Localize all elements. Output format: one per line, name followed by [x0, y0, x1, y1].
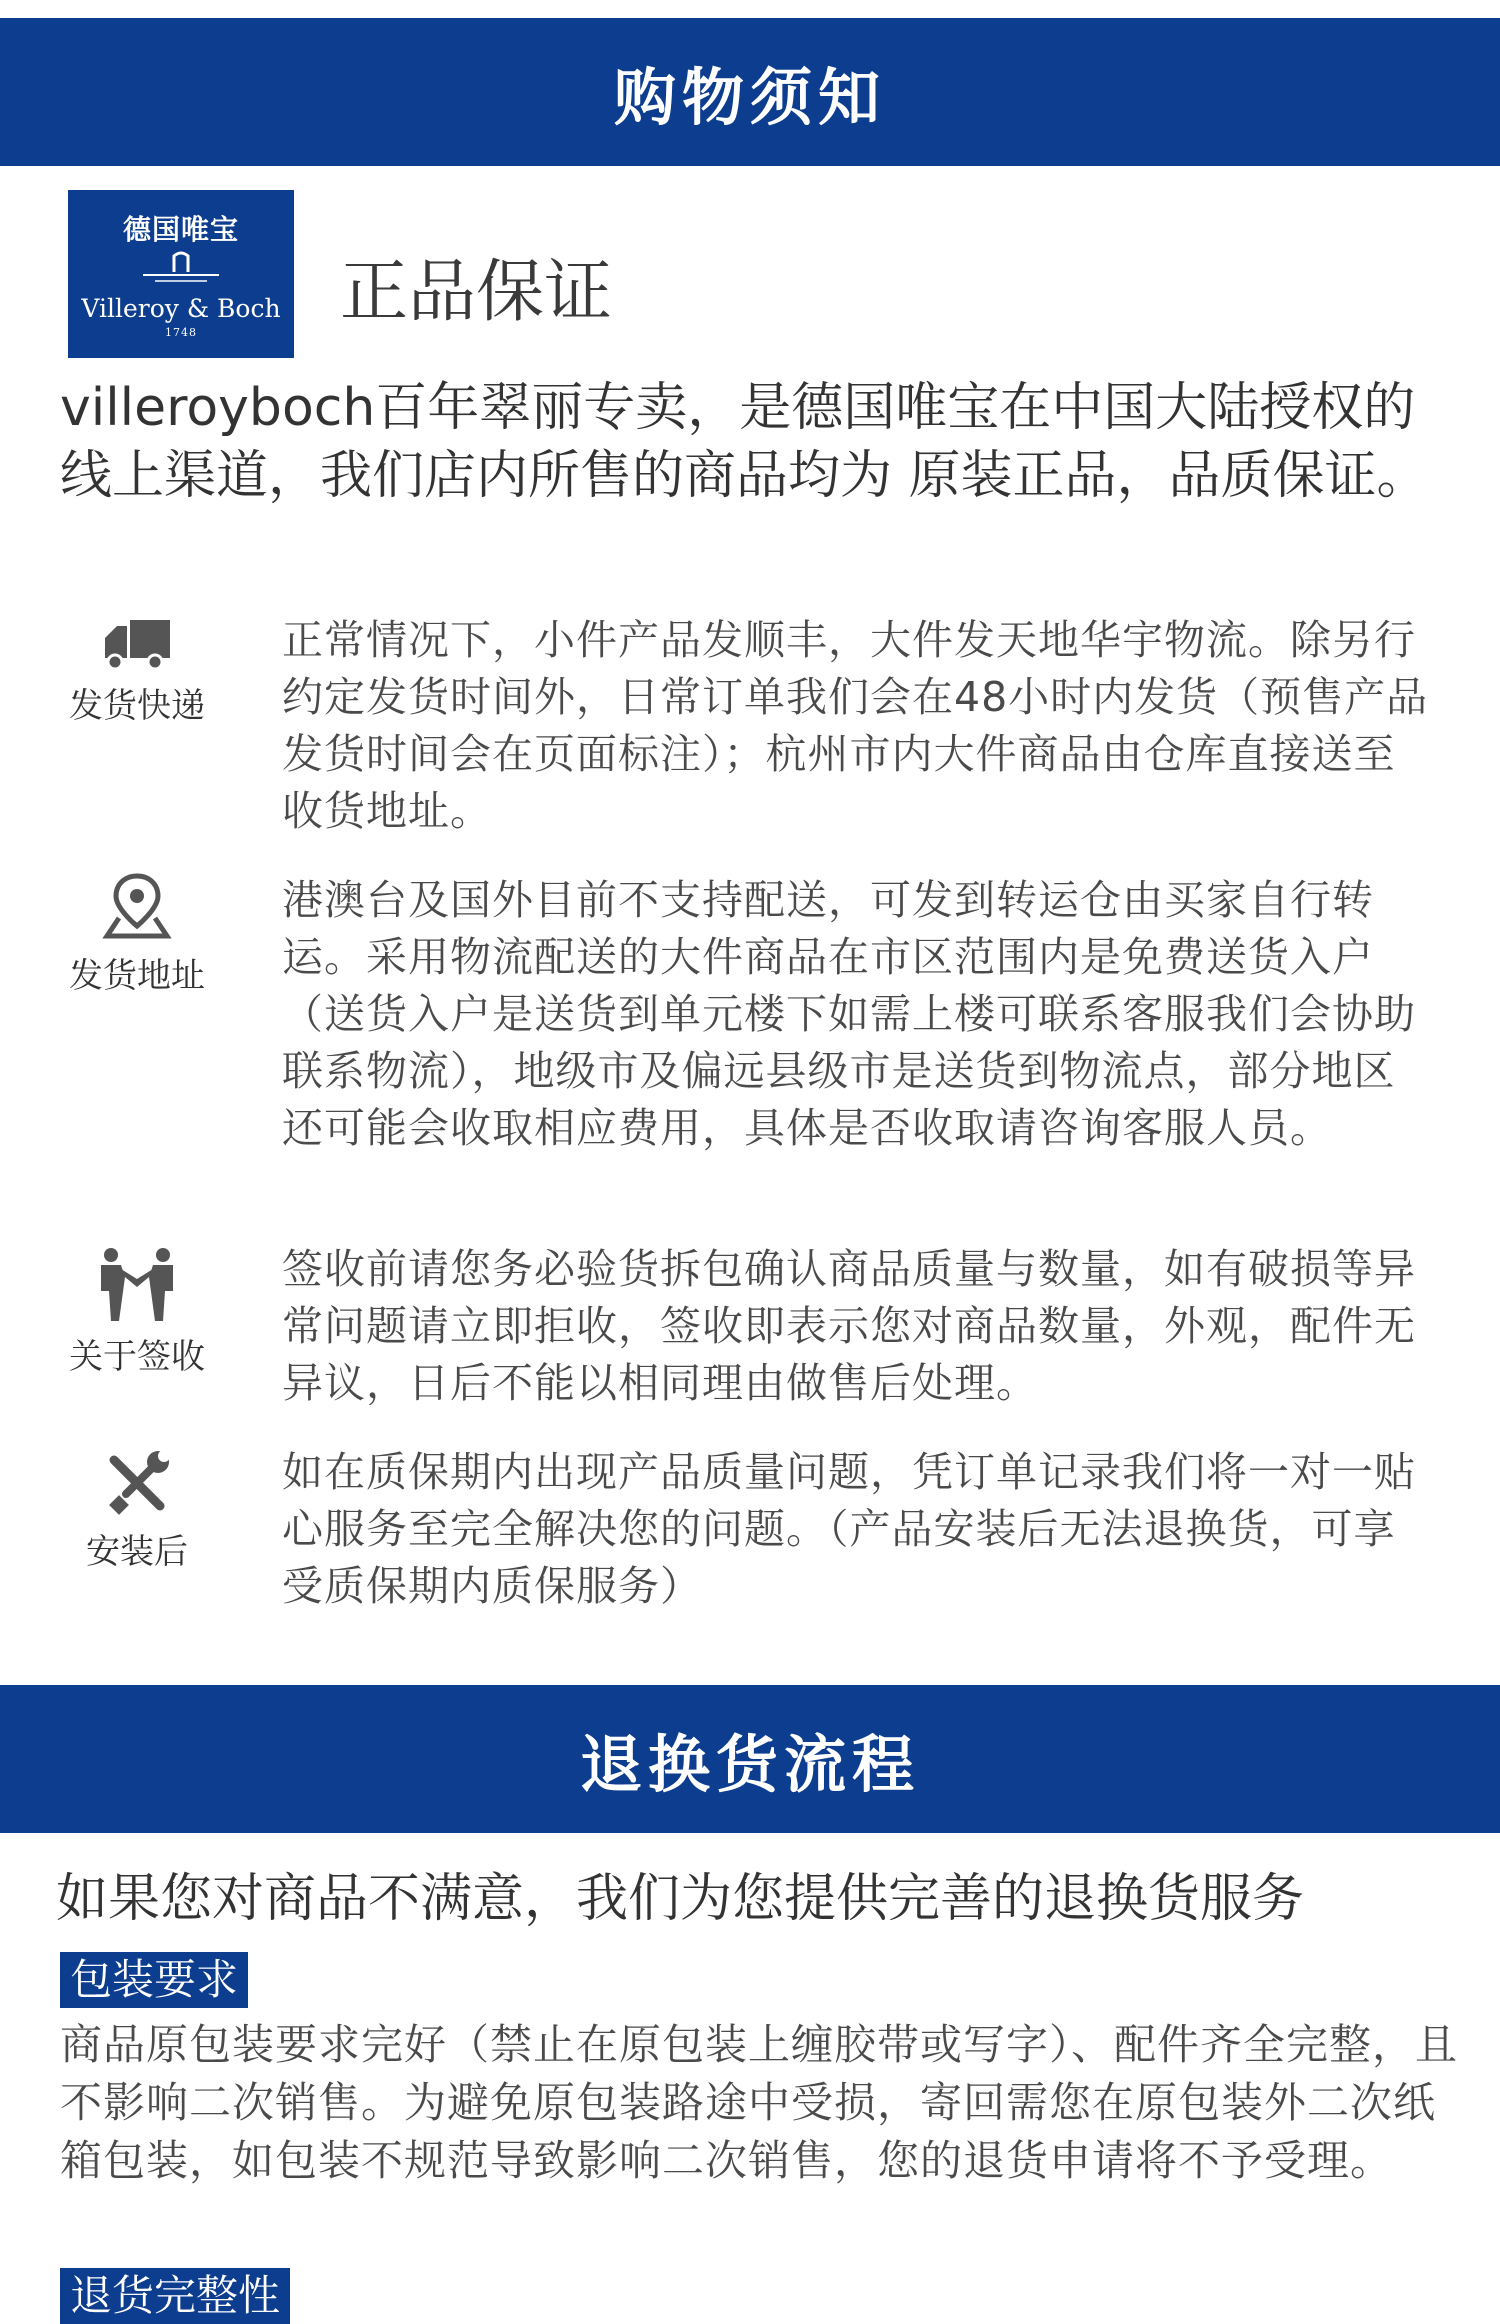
notice-item-text: 签收前请您务必验货拆包确认商品质量与数量，如有破损等异常问题请立即拒收，签收即表示您对商品数量，外观，配件无异议，日后不能以相同理由做售后处理。 [282, 1245, 1416, 1407]
returns-lead-text: 如果您对商品不满意，我们为您提供完善的退换货服务 [56, 1869, 1305, 1929]
return-integrity-tag: 退货完整性 [60, 2268, 290, 2324]
authentic-guarantee-title: 正品保证 [340, 253, 613, 332]
notice-item-label: 发货地址 [69, 956, 205, 996]
packaging-requirement-tag: 包装要求 [60, 1952, 248, 2008]
shopping-notice-banner [0, 18, 1500, 166]
returns-process-banner [0, 1685, 1500, 1833]
notice-item-side [52, 1247, 222, 1378]
logo-year-text: 1748 [165, 326, 197, 339]
location-pin-icon [101, 872, 173, 942]
notice-item-side [52, 616, 222, 727]
logo-en-text: Villeroy & Boch [81, 294, 281, 323]
notice-item-text: 正常情况下，小件产品发顺丰，大件发天地华宇物流。除另行约定发货时间外，日常订单我们会在48小时内发货（预售产品发货时间会在页面标注）；杭州市内大件商品由仓库直接送至收货地址。 [282, 616, 1429, 835]
shopping-notice-title: 购物须知 [613, 60, 886, 134]
handshake-icon [95, 1247, 179, 1323]
notice-item-text: 港澳台及国外目前不支持配送，可发到转运仓由买家自行转运。采用物流配送的大件商品在市区范围内是免费送货入户（送货入户是送货到单元楼下如需上楼可联系客服我们会协助联系物流），地级市及偏远县级市是送货到物流点，部分地区还可能会收取相应费用，具体是否收取请咨询客服人员。 [282, 876, 1416, 1152]
packaging-requirement-text: 商品原包装要求完好（禁止在原包装上缠胶带或写字）、配件齐全完整，且不影响二次销售。为避免原包装路途中受损，寄回需您在原包装外二次纸箱包装，如包装不规范导致影响二次销售，您的退货申请将不予受理。 [60, 2020, 1459, 2185]
authentic-guarantee-text: villeroyboch百年翠丽专卖，是德国唯宝在中国大陆授权的线上渠道，我们店内所售的商品均为 原装正品，品质保证。 [60, 378, 1429, 506]
logo-cn-text: 德国唯宝 [122, 213, 239, 246]
notice-item-label: 关于签收 [69, 1337, 205, 1377]
tools-icon [102, 1448, 172, 1518]
notice-item-text: 如在质保期内出现产品质量问题，凭订单记录我们将一对一贴心服务至完全解决您的问题。（产品安装后无法退换货，可享受质保期内质保服务） [282, 1448, 1416, 1610]
notice-item-side [52, 872, 222, 997]
notice-item-label: 发货快递 [69, 686, 205, 726]
logo-emblem-icon [141, 248, 221, 288]
notice-item-label: 安装后 [86, 1532, 188, 1572]
villeroy-boch-logo [68, 190, 294, 358]
truck-icon [99, 616, 175, 672]
returns-process-title: 退换货流程 [579, 1727, 920, 1801]
notice-item-side [52, 1448, 222, 1573]
